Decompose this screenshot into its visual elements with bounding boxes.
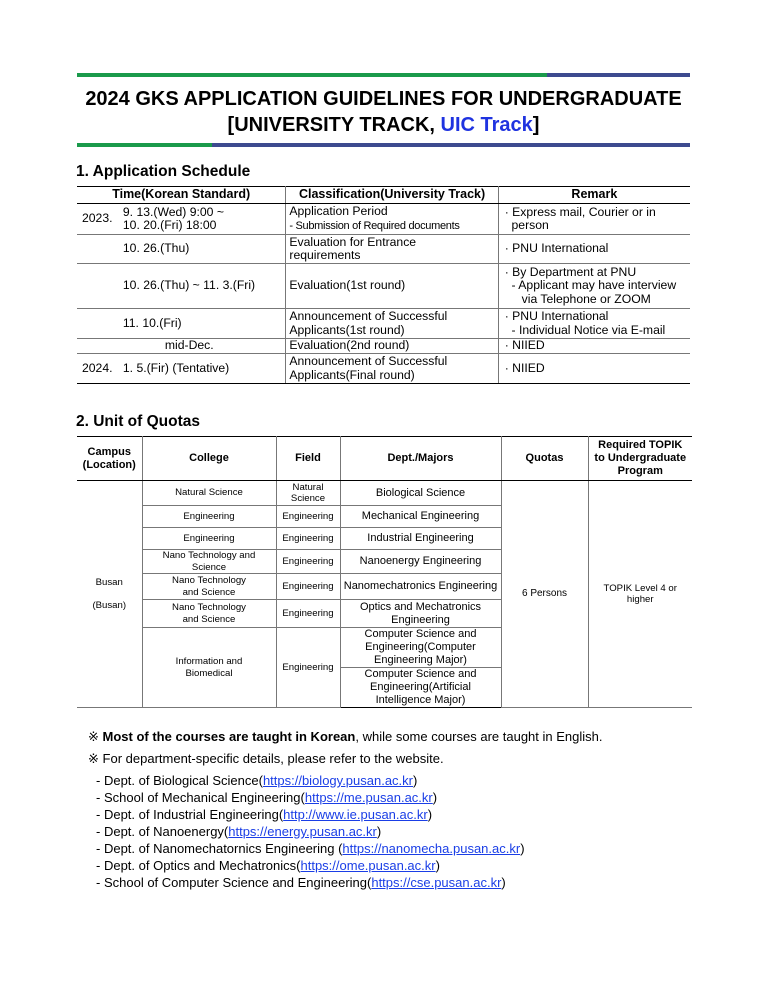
college-cell: Nano Technology and Science	[142, 600, 276, 628]
classification-cell: Evaluation for Entrance requirements	[286, 235, 498, 264]
remark-cell: · PNU International - Individual Notice via E-mail	[498, 309, 690, 339]
quotas-heading: 2. Unit of Quotas	[76, 413, 200, 430]
unit-of-quotas-table	[77, 436, 692, 708]
remark-cell: · NIIED	[498, 339, 690, 354]
nanomechatronics-link[interactable]: https://nanomecha.pusan.ac.kr	[342, 841, 521, 856]
field-cell: Engineering	[276, 506, 340, 528]
biology-link[interactable]: https://biology.pusan.ac.kr	[262, 773, 414, 788]
time-cell: 1. 5.(Fir) (Tentative)	[123, 354, 286, 384]
title-top-rule	[77, 73, 690, 77]
year-cell: 2023.	[77, 204, 123, 235]
list-item: - Dept. of Biological Science(https://biology.pusan.ac.kr)	[96, 772, 525, 789]
table-header-row	[77, 437, 692, 481]
note-language: ※ Most of the courses are taught in Korean, while some courses are taught in English.	[88, 729, 603, 744]
dept-cell: Nanoenergy Engineering	[340, 550, 501, 574]
table-row	[77, 481, 692, 506]
industrial-link[interactable]: http://www.ie.pusan.ac.kr	[283, 807, 428, 822]
department-links-list	[96, 772, 525, 891]
field-cell: Engineering	[276, 628, 340, 708]
list-item: - Dept. of Nanomechatornics Engineering (https://nanomecha.pusan.ac.kr)	[96, 840, 525, 857]
dept-cell: Industrial Engineering	[340, 528, 501, 550]
field-cell: Engineering	[276, 528, 340, 550]
topik-cell: TOPIK Level 4 or higher	[588, 481, 692, 708]
classification-cell: Announcement of Successful Applicants(Final round)	[286, 354, 498, 384]
dept-cell: Mechanical Engineering	[340, 506, 501, 528]
time-cell: 11. 10.(Fri)	[123, 309, 286, 339]
table-header-row	[77, 187, 690, 204]
schedule-heading: 1. Application Schedule	[76, 163, 251, 180]
year-cell: 2024.	[77, 354, 123, 384]
list-item: - Dept. of Nanoenergy(https://energy.pusan.ac.kr)	[96, 823, 525, 840]
header-remark: Remark	[498, 187, 690, 204]
time-cell: 10. 26.(Thu) ~ 11. 3.(Fri)	[123, 264, 286, 309]
header-topik: Required TOPIK to Undergraduate Program	[588, 437, 692, 481]
college-cell: Nano Technology and Science	[142, 574, 276, 600]
table-row	[77, 264, 690, 309]
header-classification: Classification(University Track)	[286, 187, 498, 204]
college-cell: Information and Biomedical	[142, 628, 276, 708]
college-cell: Nano Technology and Science	[142, 550, 276, 574]
computer-science-link[interactable]: https://cse.pusan.ac.kr	[371, 875, 502, 890]
field-cell: Engineering	[276, 574, 340, 600]
application-schedule-table	[77, 186, 690, 384]
list-item: - School of Mechanical Engineering(https://me.pusan.ac.kr)	[96, 789, 525, 806]
dept-cell: Computer Science and Engineering(Computer Engineering Major)	[340, 628, 501, 668]
college-cell: Engineering	[142, 528, 276, 550]
table-row	[77, 204, 690, 235]
dept-cell: Biological Science	[340, 481, 501, 506]
field-cell: Natural Science	[276, 481, 340, 506]
note-websites: ※ For department-specific details, please refer to the website.	[88, 751, 444, 766]
list-item: - Dept. of Industrial Engineering(http://www.ie.pusan.ac.kr)	[96, 806, 525, 823]
time-cell: 10. 26.(Thu)	[123, 235, 286, 264]
classification-cell: Evaluation(2nd round)	[286, 339, 498, 354]
remark-cell: · PNU International	[498, 235, 690, 264]
dept-cell: Nanomechatronics Engineering	[340, 574, 501, 600]
dept-cell: Optics and Mechatronics Engineering	[340, 600, 501, 628]
header-college: College	[142, 437, 276, 481]
college-cell: Natural Science	[142, 481, 276, 506]
quota-cell: 6 Persons	[501, 481, 588, 708]
field-cell: Engineering	[276, 600, 340, 628]
document-title-line1: 2024 GKS APPLICATION GUIDELINES FOR UNDERGRADUATE	[85, 88, 682, 110]
header-quotas: Quotas	[501, 437, 588, 481]
field-cell: Engineering	[276, 550, 340, 574]
campus-cell: Busan (Busan)	[77, 481, 142, 708]
nanoenergy-link[interactable]: https://energy.pusan.ac.kr	[228, 824, 377, 839]
header-dept: Dept./Majors	[340, 437, 501, 481]
header-field: Field	[276, 437, 340, 481]
reference-mark-icon: ※	[88, 751, 99, 766]
time-cell: 9. 13.(Wed) 9:00 ~ 10. 20.(Fri) 18:00	[123, 204, 286, 235]
header-campus: Campus (Location)	[77, 437, 142, 481]
list-item: - Dept. of Optics and Mechatronics(https://ome.pusan.ac.kr)	[96, 857, 525, 874]
table-row	[77, 339, 690, 354]
uic-track-label: UIC Track	[440, 114, 533, 136]
remark-cell: · By Department at PNU - Applicant may have interview via Telephone or ZOOM	[498, 264, 690, 309]
mechanical-link[interactable]: https://me.pusan.ac.kr	[304, 790, 433, 805]
table-row	[77, 354, 690, 384]
time-cell: mid-Dec.	[123, 339, 286, 354]
reference-mark-icon: ※	[88, 729, 99, 744]
header-time: Time(Korean Standard)	[77, 187, 286, 204]
college-cell: Engineering	[142, 506, 276, 528]
classification-cell: Evaluation(1st round)	[286, 264, 498, 309]
remark-cell: · Express mail, Courier or in person	[498, 204, 690, 235]
classification-cell: Application Period - Submission of Required documents	[286, 204, 498, 235]
dept-cell: Computer Science and Engineering(Artificial Intelligence Major)	[340, 668, 501, 708]
classification-cell: Announcement of Successful Applicants(1st round)	[286, 309, 498, 339]
table-row	[77, 235, 690, 264]
document-title-line2: [UNIVERSITY TRACK, UIC Track]	[227, 114, 540, 136]
table-row	[77, 309, 690, 339]
remark-cell: · NIIED	[498, 354, 690, 384]
list-item: - School of Computer Science and Engineering(https://cse.pusan.ac.kr)	[96, 874, 525, 891]
optics-link[interactable]: https://ome.pusan.ac.kr	[300, 858, 436, 873]
title-bottom-rule	[77, 143, 690, 147]
